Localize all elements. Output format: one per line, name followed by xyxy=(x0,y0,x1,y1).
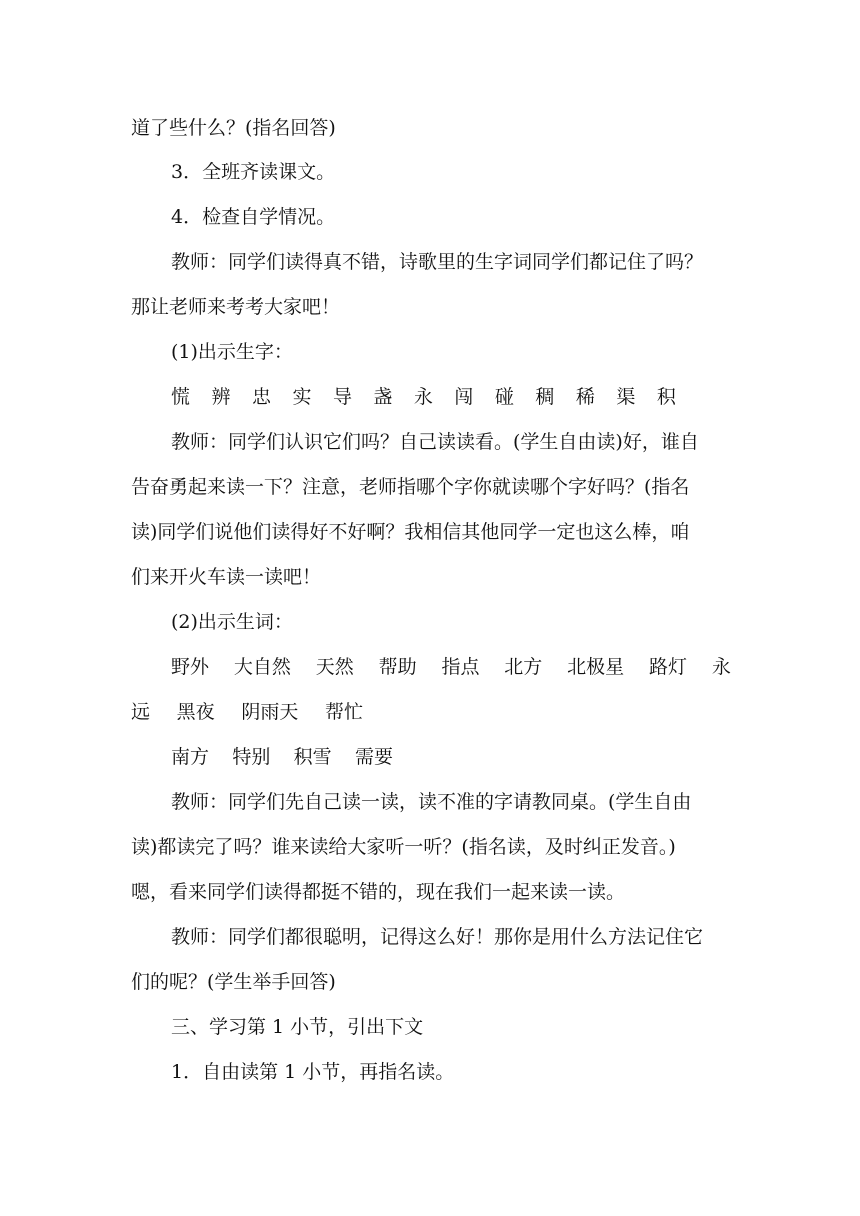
word-list xyxy=(171,745,393,769)
word-item: 帮助 xyxy=(378,656,417,678)
text-line: 3．全班齐读课文。 xyxy=(171,161,336,183)
text-line: 读)同学们说他们读得好不好啊？我相信其他同学一定也这么棒，咱 xyxy=(131,521,690,543)
character-item: 闯 xyxy=(454,386,474,408)
character-item: 永 xyxy=(413,386,433,408)
text-line: 告奋勇起来读一下？注意，老师指哪个字你就读哪个字好吗？(指名 xyxy=(131,476,690,498)
word-item: 特别 xyxy=(232,746,271,768)
word-list xyxy=(171,655,731,679)
word-item: 阴雨天 xyxy=(241,701,299,723)
word-item: 需要 xyxy=(354,746,393,768)
word-item: 天然 xyxy=(315,656,354,678)
text-line: 嗯，看来同学们读得都挺不错的，现在我们一起来读一读。 xyxy=(131,881,626,903)
character-item: 辨 xyxy=(211,386,231,408)
character-item: 碰 xyxy=(494,386,514,408)
text-line: 1．自由读第 1 小节，再指名读。 xyxy=(171,1061,455,1083)
text-line: (1)出示生字： xyxy=(171,341,293,363)
word-item: 永 xyxy=(711,656,731,678)
character-item: 盏 xyxy=(373,386,393,408)
character-item: 实 xyxy=(292,386,312,408)
word-item: 远 xyxy=(131,701,151,723)
text-line: 道了些什么？(指名回答) xyxy=(131,117,336,139)
text-line: 教师：同学们先自己读一读，读不准的字请教同桌。(学生自由 xyxy=(171,791,692,813)
text-line: 教师：同学们都很聪明，记得这么好！那你是用什么方法记住它 xyxy=(171,926,704,948)
text-line: 4．检查自学情况。 xyxy=(171,206,336,228)
word-item: 积雪 xyxy=(293,746,332,768)
text-line: 读)都读完了吗？谁来读给大家听一听？(指名读，及时纠正发音。) xyxy=(131,836,676,858)
character-item: 稀 xyxy=(575,386,595,408)
text-line: 那让老师来考考大家吧！ xyxy=(131,296,341,318)
text-line: 们来开火车读一读吧！ xyxy=(131,566,322,588)
word-item: 北极星 xyxy=(567,656,625,678)
word-item: 黑夜 xyxy=(176,701,215,723)
word-item: 南方 xyxy=(171,746,210,768)
character-item: 稠 xyxy=(535,386,555,408)
character-item: 忠 xyxy=(251,386,271,408)
text-line: (2)出示生词： xyxy=(171,611,293,633)
word-item: 指点 xyxy=(441,656,480,678)
word-item: 路灯 xyxy=(649,656,688,678)
character-item: 渠 xyxy=(616,386,636,408)
text-line: 教师：同学们读得真不错，诗歌里的生字词同学们都记住了吗？ xyxy=(171,251,704,273)
word-list xyxy=(131,700,363,724)
character-item: 导 xyxy=(332,386,352,408)
word-item: 帮忙 xyxy=(324,701,363,723)
section-heading: 三、学习第 1 小节，引出下文 xyxy=(171,1016,424,1038)
character-item: 慌 xyxy=(171,386,191,408)
character-item: 积 xyxy=(656,386,676,408)
character-list xyxy=(171,385,676,409)
text-line: 教师：同学们认识它们吗？自己读读看。(学生自由读)好，谁自 xyxy=(171,431,699,453)
word-item: 野外 xyxy=(171,656,210,678)
word-item: 大自然 xyxy=(233,656,291,678)
text-line: 们的呢？(学生举手回答) xyxy=(131,971,336,993)
word-item: 北方 xyxy=(504,656,543,678)
